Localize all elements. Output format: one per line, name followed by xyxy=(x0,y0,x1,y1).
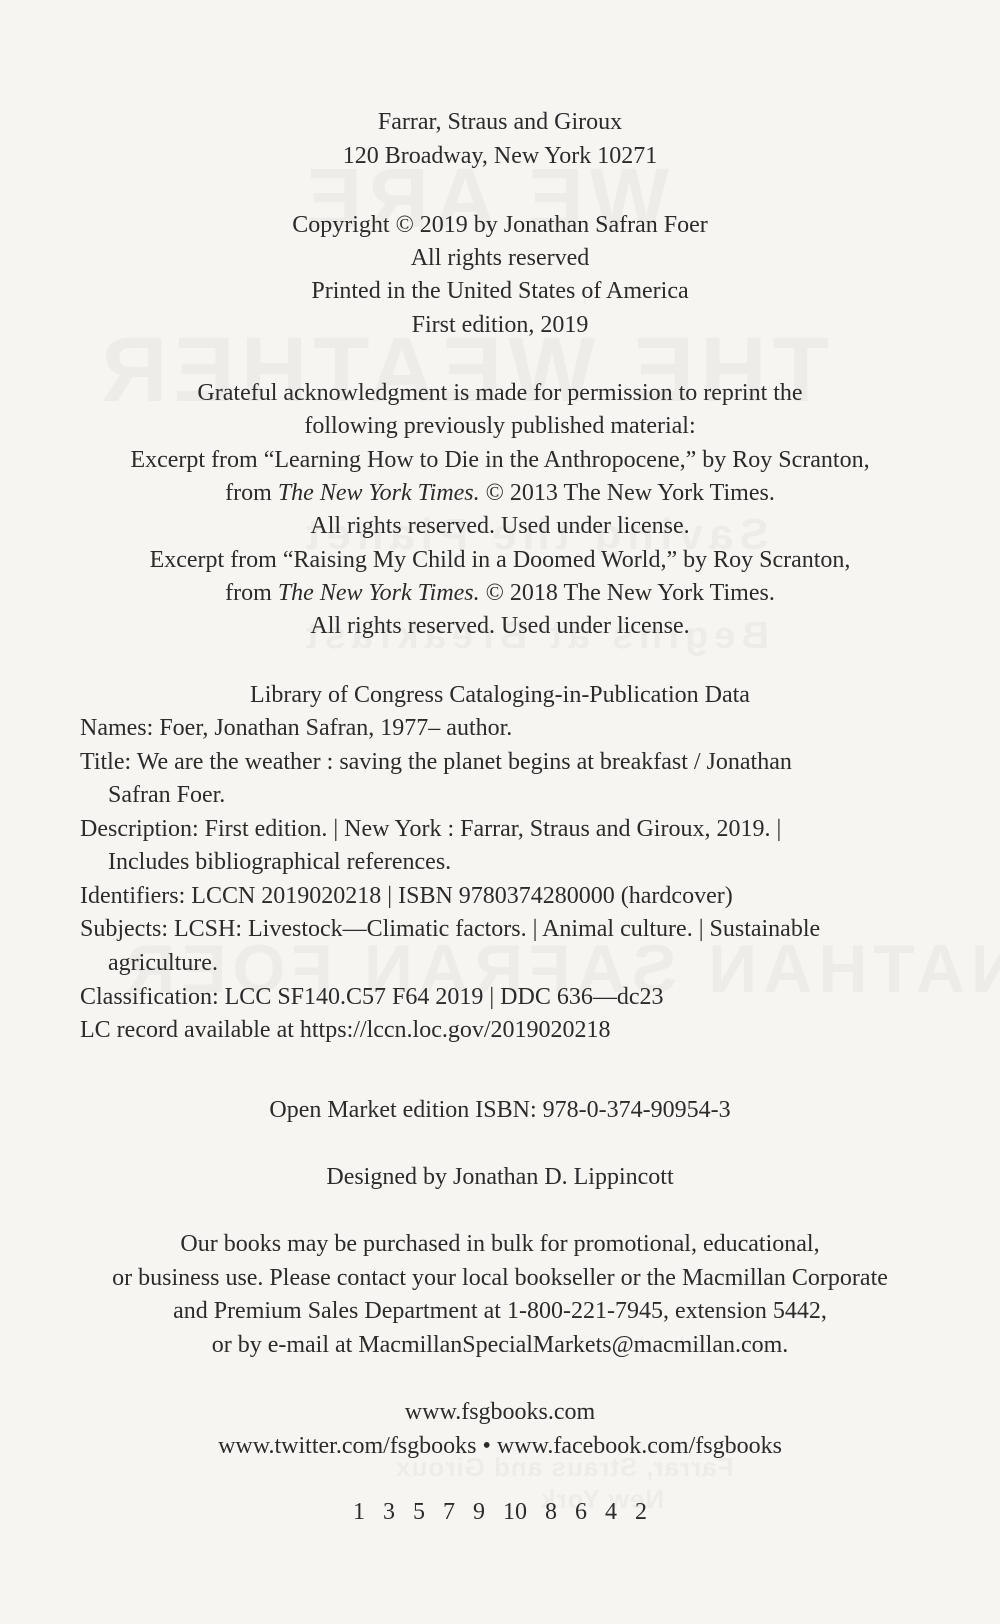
sales-line-1: Our books may be purchased in bulk for promotional, educational, xyxy=(180,1231,820,1257)
excerpt-2-from: from xyxy=(225,580,278,606)
sales-line-3: and Premium Sales Department at 1-800-221-7945, extension 5442, xyxy=(173,1298,827,1324)
open-market-isbn: Open Market edition ISBN: 978-0-374-90954-3 xyxy=(269,1097,731,1123)
sales-line-4: or by e-mail at MacmillanSpecialMarkets@macmillan.com. xyxy=(211,1332,789,1358)
excerpt-1-source xyxy=(0,481,1000,505)
excerpt-1-title: Excerpt from “Learning How to Die in the Anthropocene,” by Roy Scranton, xyxy=(130,447,870,473)
edition: First edition, 2019 xyxy=(411,312,589,338)
cip-description-continued: Includes bibliographical references. xyxy=(108,849,452,875)
excerpt-1-publication: The New York Times. xyxy=(277,480,480,506)
excerpt-2-copyright: © 2018 The New York Times. xyxy=(479,580,775,606)
excerpt-1-copyright: © 2013 The New York Times. xyxy=(479,480,775,506)
excerpt-2-title: Excerpt from “Raising My Child in a Doomed World,” by Roy Scranton, xyxy=(149,547,851,573)
acknowledgment-line-1: Grateful acknowledgment is made for permission to reprint the xyxy=(197,380,803,406)
sales-line-2: or business use. Please contact your local bookseller or the Macmillan Corporate xyxy=(112,1265,888,1291)
publisher-name: Farrar, Straus and Giroux xyxy=(377,109,623,135)
copyright-notice: Copyright © 2019 by Jonathan Safran Foer xyxy=(292,212,708,238)
acknowledgment-line-2: following previously published material: xyxy=(304,413,696,439)
cip-classification: Classification: LCC SF140.C57 F64 2019 | DDC 636—dc23 xyxy=(80,984,664,1010)
social-links[interactable]: www.twitter.com/fsgbooks • www.facebook.com/fsgbooks xyxy=(218,1433,782,1459)
excerpt-1-rights: All rights reserved. Used under license. xyxy=(310,513,690,539)
cip-subjects: Subjects: LCSH: Livestock—Climatic factors. | Animal culture. | Sustainable xyxy=(80,916,821,942)
cip-title: Title: We are the weather : saving the planet begins at breakfast / Jonathan xyxy=(80,749,792,775)
excerpt-1-from: from xyxy=(225,480,278,506)
printing-line: 1 3 5 7 9 10 8 6 4 2 xyxy=(353,1499,647,1525)
cip-subjects-continued: agriculture. xyxy=(108,950,218,976)
rights-reserved: All rights reserved xyxy=(410,245,590,271)
cip-identifiers: Identifiers: LCCN 2019020218 | ISBN 9780374280000 (hardcover) xyxy=(80,883,733,909)
cip-record: LC record available at https://lccn.loc.gov/2019020218 xyxy=(80,1017,611,1043)
cip-description: Description: First edition. | New York : Farrar, Straus and Giroux, 2019. | xyxy=(80,816,782,842)
designer-credit: Designed by Jonathan D. Lippincott xyxy=(326,1164,674,1190)
publisher-address: 120 Broadway, New York 10271 xyxy=(342,143,658,169)
website-link[interactable]: www.fsgbooks.com xyxy=(404,1399,596,1425)
cip-heading: Library of Congress Cataloging-in-Publication Data xyxy=(250,682,750,708)
cip-title-continued: Safran Foer. xyxy=(108,782,226,808)
cip-names: Names: Foer, Jonathan Safran, 1977– author. xyxy=(80,715,513,741)
excerpt-2-source xyxy=(0,581,1000,605)
excerpt-2-publication: The New York Times. xyxy=(277,580,480,606)
printed-in: Printed in the United States of America xyxy=(311,278,689,304)
excerpt-2-rights: All rights reserved. Used under license. xyxy=(310,613,690,639)
